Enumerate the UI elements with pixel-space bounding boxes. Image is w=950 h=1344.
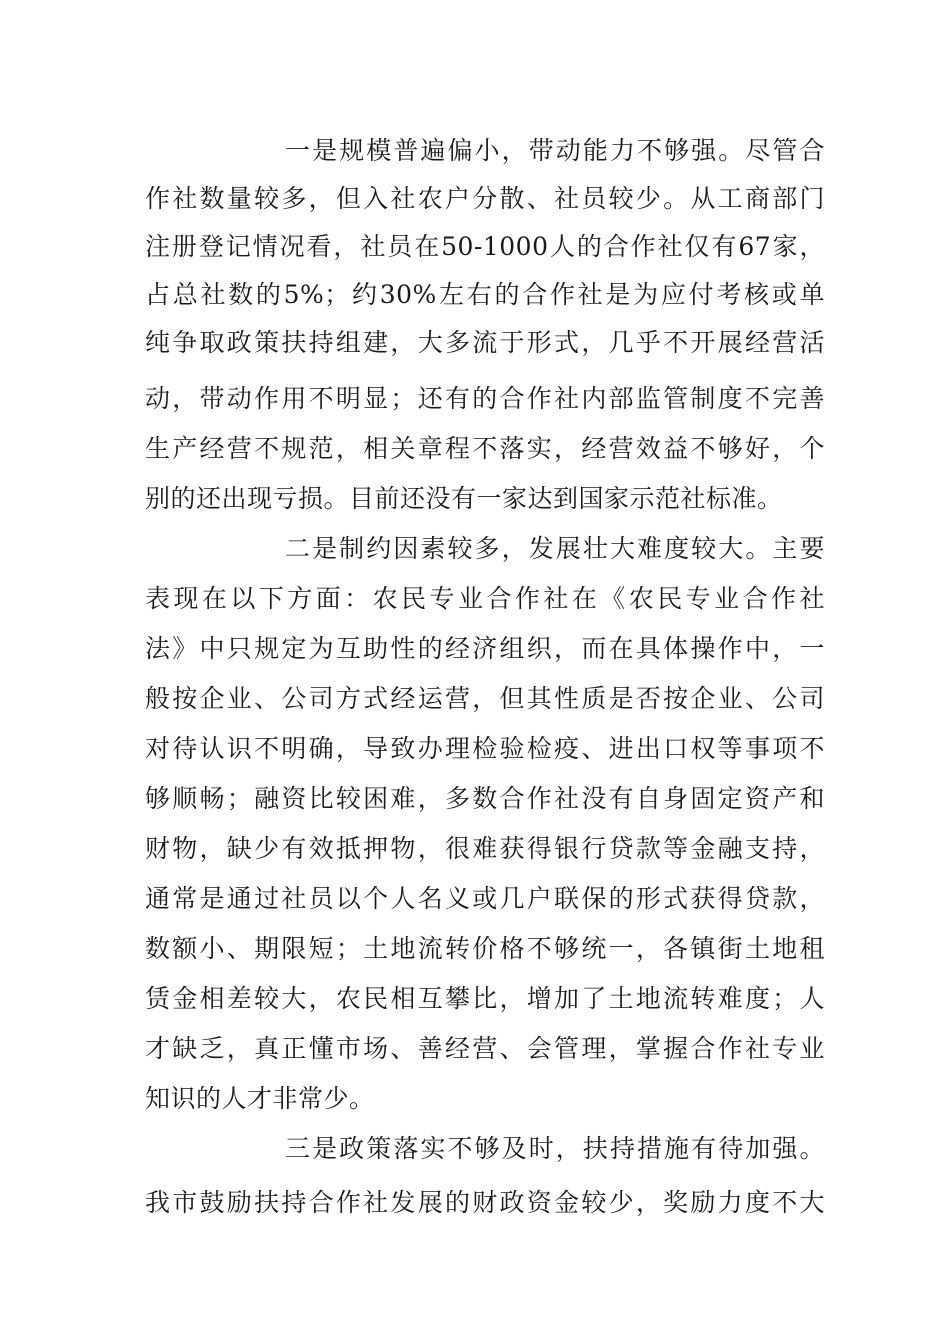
paragraph-3-line-1: 三是政策落实不够及时，扶持措施有待加强。 [285,1134,825,1163]
paragraph-1-line-5: 纯争取政策扶持组建，大多流于形式，几乎不开展经营活 [145,328,825,357]
paragraph-1-line-8: 别的还出现亏损。目前还没有一家达到国家示范社标准。 [145,484,783,513]
paragraph-2-line-1: 二是制约因素较多，发展壮大难度较大。主要 [285,534,825,563]
paragraph-2-line-12: 知识的人才非常少。 [145,1084,375,1113]
paragraph-2-line-7: 财物，缺少有效抵押物，很难获得银行贷款等金融支持， [145,834,825,863]
paragraph-2-line-3: 法》中只规定为互助性的经济组织，而在具体操作中，一 [145,634,825,663]
paragraph-1-line-2: 作社数量较多，但入社农户分散、社员较少。从工商部门 [145,184,825,213]
paragraph-1-line-7: 生产经营不规范，相关章程不落实，经营效益不够好，个 [145,434,825,463]
paragraph-1-line-6: 动，带动作用不明显；还有的合作社内部监管制度不完善 [145,384,825,413]
paragraph-1-line-3: 注册登记情况看，社员在50-1000人的合作社仅有67家， [145,232,825,261]
paragraph-2-line-8: 通常是通过社员以个人名义或几户联保的形式获得贷款， [145,884,825,913]
paragraph-2-line-10: 赁金相差较大，农民相互攀比，增加了土地流转难度；人 [145,984,825,1013]
paragraph-2-line-5: 对待认识不明确，导致办理检验检疫、进出口权等事项不 [145,734,825,763]
paragraph-1-line-4: 占总社数的5%；约30%左右的合作社是为应付考核或单 [145,280,825,309]
paragraph-2-line-4: 般按企业、公司方式经运营，但其性质是否按企业、公司 [145,684,825,713]
paragraph-2-line-9: 数额小、期限短；土地流转价格不够统一，各镇街土地租 [145,934,825,963]
paragraph-2-line-6: 够顺畅；融资比较困难，多数合作社没有自身固定资产和 [145,784,825,813]
paragraph-2-line-11: 才缺乏，真正懂市场、善经营、会管理，掌握合作社专业 [145,1034,825,1063]
paragraph-1-line-1: 一是规模普遍偏小，带动能力不够强。尽管合 [285,136,825,165]
paragraph-3-line-2: 我市鼓励扶持合作社发展的财政资金较少，奖励力度不大 [145,1188,825,1217]
paragraph-2-line-2: 表现在以下方面：农民专业合作社在《农民专业合作社 [145,584,825,613]
